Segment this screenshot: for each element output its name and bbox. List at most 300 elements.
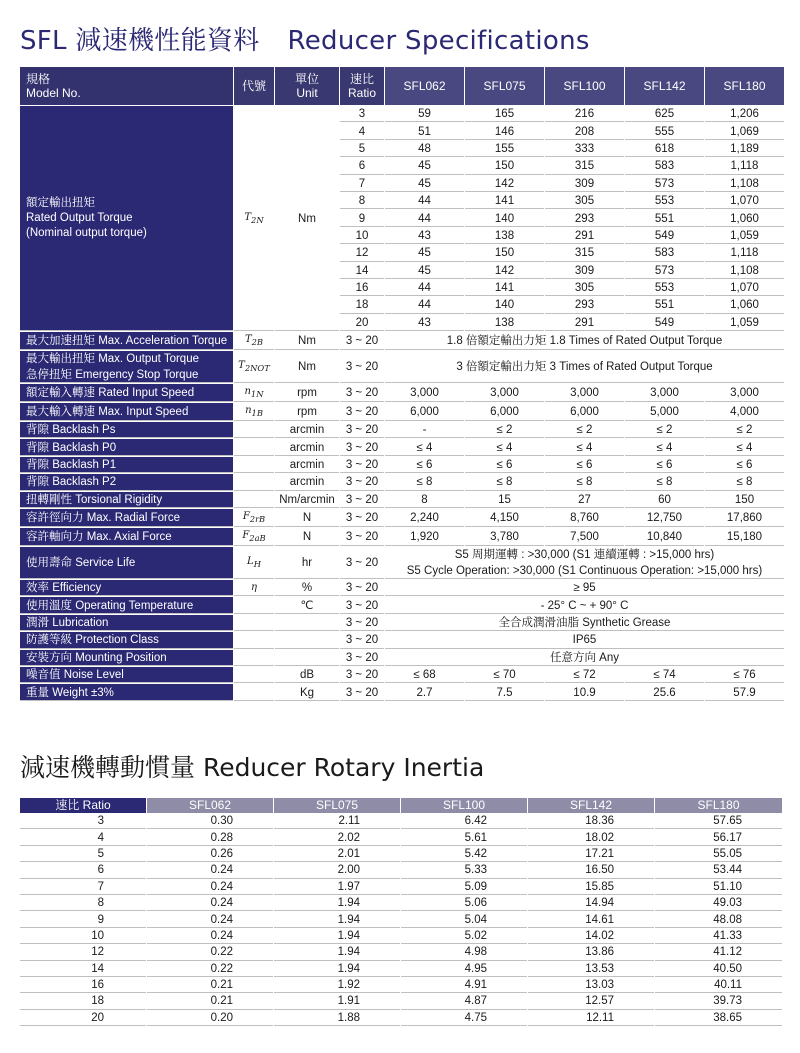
value-cell: 150 (465, 158, 544, 174)
ratio-cell: 3 ~ 20 (340, 351, 384, 383)
param-row (20, 547, 784, 579)
inertia-value-cell: 57.65 (655, 814, 782, 829)
spec-title-en: Reducer Specifications (287, 26, 590, 56)
model-header: SFL075 (465, 67, 544, 105)
unit-cell: Nm (275, 332, 339, 350)
value-cell: 1,059 (705, 228, 784, 244)
value-cell: 309 (545, 176, 624, 192)
model-header: SFL142 (625, 67, 704, 105)
symbol-cell (234, 650, 274, 666)
value-cell: 216 (545, 106, 624, 122)
value-cell: 48 (385, 141, 464, 157)
symbol-cell (234, 457, 274, 473)
value-cell: 553 (625, 280, 704, 296)
merged-value-text: 3 倍額定輸出力矩 3 Times of Rated Output Torque (456, 361, 713, 374)
ratio-cell: 3 ~ 20 (340, 597, 384, 613)
symbol-cell (234, 615, 274, 631)
value-cell: 583 (625, 158, 704, 174)
merged-value-cell (385, 351, 784, 383)
symbol-cell (234, 474, 274, 490)
ratio-cell: 3 ~ 20 (340, 580, 384, 596)
symbol-cell: $L_H$ (234, 547, 274, 579)
value-cell: 573 (625, 263, 704, 279)
inertia-value-cell: 2.11 (274, 814, 400, 829)
inertia-value-cell: 40.11 (655, 978, 782, 993)
ratio-cell: 3 ~ 20 (340, 650, 384, 666)
value-cell: 142 (465, 176, 544, 192)
value-cell: ≤ 72 (545, 667, 624, 683)
torque-row (20, 106, 784, 122)
param-label-text: 使用溫度 Operating Temperature (26, 599, 194, 612)
value-cell: 553 (625, 193, 704, 209)
merged-value-text: IP65 (572, 634, 597, 647)
param-row (20, 528, 784, 546)
ratio-cell: 4 (340, 123, 384, 139)
inertia-value-cell: 1.94 (274, 945, 400, 960)
value-cell: ≤ 8 (545, 474, 624, 490)
param-row (20, 332, 784, 350)
value-cell: 142 (465, 263, 544, 279)
param-label-text: 最大加速扭矩 Max. Acceleration Torque (26, 335, 228, 348)
inertia-value-cell: 5.61 (401, 830, 527, 845)
param-row (20, 650, 784, 666)
merged-value-cell (385, 580, 784, 596)
inertia-value-cell: 12.11 (528, 1011, 654, 1026)
inertia-value-cell: 56.17 (655, 830, 782, 845)
value-cell: 27 (545, 492, 624, 508)
value-cell: 25.6 (625, 684, 704, 700)
ratio-cell: 20 (20, 1011, 146, 1026)
param-row (20, 580, 784, 596)
unit-cell: arcmin (275, 439, 339, 455)
ratio-cell: 10 (340, 228, 384, 244)
ratio-cell: 8 (20, 896, 146, 911)
inertia-value-cell: 0.24 (147, 863, 273, 878)
ratio-cell: 9 (20, 912, 146, 927)
symbol-cell (234, 667, 274, 683)
ratio-cell: 4 (20, 830, 146, 845)
inertia-value-cell: 4.87 (401, 994, 527, 1009)
unit-cell: dB (275, 667, 339, 683)
inertia-value-cell: 1.94 (274, 912, 400, 927)
inertia-value-cell: 5.06 (401, 896, 527, 911)
unit-cell: Kg (275, 684, 339, 700)
param-label-text: 背隙 Backlash P0 (26, 441, 117, 454)
value-cell: 10,840 (625, 528, 704, 546)
inertia-row (20, 863, 782, 878)
value-cell: 551 (625, 210, 704, 226)
value-cell: 7.5 (465, 684, 544, 700)
inertia-value-cell: 13.86 (528, 945, 654, 960)
value-cell: 138 (465, 228, 544, 244)
value-cell: 44 (385, 280, 464, 296)
value-cell: 1,059 (705, 315, 784, 331)
inertia-value-cell: 4.95 (401, 962, 527, 977)
param-row (20, 422, 784, 438)
param-label (20, 615, 233, 631)
inertia-value-cell: 1.92 (274, 978, 400, 993)
value-cell: ≤ 6 (705, 457, 784, 473)
inertia-value-cell: 2.00 (274, 863, 400, 878)
inertia-value-cell: 38.65 (655, 1011, 782, 1026)
value-cell: 43 (385, 315, 464, 331)
inertia-value-cell: 1.94 (274, 929, 400, 944)
ratio-cell: 3 (340, 106, 384, 122)
value-cell: 8 (385, 492, 464, 508)
value-cell: 3,000 (545, 384, 624, 402)
inertia-row (20, 912, 782, 927)
inertia-value-cell: 16.50 (528, 863, 654, 878)
value-cell: 549 (625, 315, 704, 331)
inertia-value-cell: 0.22 (147, 962, 273, 977)
inertia-value-cell: 13.03 (528, 978, 654, 993)
param-label (20, 457, 233, 473)
inertia-value-cell: 1.94 (274, 962, 400, 977)
inertia-row (20, 1011, 782, 1026)
value-cell: ≤ 6 (625, 457, 704, 473)
inertia-value-cell: 51.10 (655, 880, 782, 895)
value-cell: 44 (385, 210, 464, 226)
param-row (20, 439, 784, 455)
inertia-value-cell: 12.57 (528, 994, 654, 1009)
value-cell: 305 (545, 280, 624, 296)
ratio-cell: 3 ~ 20 (340, 439, 384, 455)
value-cell: 140 (465, 210, 544, 226)
param-label (20, 439, 233, 455)
value-cell: 1,108 (705, 263, 784, 279)
value-cell: 1,920 (385, 528, 464, 546)
ratio-cell: 7 (20, 880, 146, 895)
symbol-cell (234, 684, 274, 700)
ratio-cell: 10 (20, 929, 146, 944)
value-cell: 150 (465, 245, 544, 261)
param-row (20, 492, 784, 508)
ratio-cell: 5 (340, 141, 384, 157)
inertia-row (20, 896, 782, 911)
unit-cell: Nm/arcmin (275, 492, 339, 508)
unit-cell: rpm (275, 403, 339, 421)
unit-cell (275, 650, 339, 666)
inertia-value-cell: 49.03 (655, 896, 782, 911)
merged-value-cell (385, 597, 784, 613)
inertia-value-cell: 5.09 (401, 880, 527, 895)
label-line: (Nominal output torque) (26, 227, 147, 240)
inertia-value-cell: 5.04 (401, 912, 527, 927)
value-cell: 555 (625, 123, 704, 139)
inertia-value-cell: 13.53 (528, 962, 654, 977)
unit-cell: rpm (275, 384, 339, 402)
symbol-cell (234, 492, 274, 508)
value-cell: ≤ 8 (385, 474, 464, 490)
symbol-cell: $F_{2rB}$ (234, 509, 274, 527)
spec-title (20, 20, 590, 57)
value-cell: ≤ 2 (465, 422, 544, 438)
value-cell: 549 (625, 228, 704, 244)
param-row (20, 384, 784, 402)
inertia-value-cell: 0.21 (147, 994, 273, 1009)
value-cell: 625 (625, 106, 704, 122)
inertia-header-cell: SFL062 (147, 798, 273, 813)
unit-cell (275, 632, 339, 648)
ratio-cell: 5 (20, 847, 146, 862)
inertia-value-cell: 4.98 (401, 945, 527, 960)
inertia-value-cell: 5.02 (401, 929, 527, 944)
inertia-value-cell: 41.12 (655, 945, 782, 960)
merged-value-text: 全合成潤滑油脂 Synthetic Grease (498, 617, 671, 629)
inertia-value-cell: 0.24 (147, 896, 273, 911)
value-cell: 618 (625, 141, 704, 157)
ratio-cell: 14 (20, 962, 146, 977)
ratio-cell: 3 ~ 20 (340, 547, 384, 579)
value-cell: 3,000 (465, 384, 544, 402)
param-label (20, 351, 233, 383)
inertia-value-cell: 0.24 (147, 929, 273, 944)
param-label-text: 背隙 Backlash P2 (26, 476, 117, 489)
inertia-row (20, 880, 782, 895)
value-cell: 6,000 (465, 403, 544, 421)
param-row (20, 667, 784, 683)
value-cell: ≤ 76 (705, 667, 784, 683)
ratio-cell: 16 (340, 280, 384, 296)
param-label (20, 509, 233, 527)
value-cell: 44 (385, 193, 464, 209)
param-label-text: 安裝方向 Mounting Position (26, 651, 167, 664)
inertia-value-cell: 15.85 (528, 880, 654, 895)
value-cell: ≤ 4 (705, 439, 784, 455)
inertia-row (20, 945, 782, 960)
value-cell: 1,070 (705, 280, 784, 296)
value-cell: 208 (545, 123, 624, 139)
param-label-text: 效率 Efficiency (26, 582, 102, 595)
symbol-cell: $T_{2NOT}$ (234, 351, 274, 383)
ratio-cell: 16 (20, 978, 146, 993)
code-header: 代號 (234, 67, 274, 105)
unit-cell: hr (275, 547, 339, 579)
unit-cell: N (275, 509, 339, 527)
param-label-text: 重量 Weight ±3% (26, 686, 114, 699)
unit-cell: N (275, 528, 339, 546)
value-cell: 45 (385, 245, 464, 261)
value-cell: 1,189 (705, 141, 784, 157)
inertia-value-cell: 41.33 (655, 929, 782, 944)
value-cell: ≤ 6 (385, 457, 464, 473)
inertia-row (20, 814, 782, 829)
symbol-cell (234, 422, 274, 438)
ratio-cell: 3 ~ 20 (340, 332, 384, 350)
value-cell: 146 (465, 123, 544, 139)
value-cell: 291 (545, 228, 624, 244)
label-line: Rated Output Torque (26, 212, 133, 225)
inertia-table (19, 797, 783, 1027)
ratio-cell: 3 ~ 20 (340, 384, 384, 402)
value-cell: 293 (545, 297, 624, 313)
merged-value-text: S5 周期運轉 : >30,000 (S1 連續運轉 : >15,000 hrs) (454, 549, 715, 562)
unit-cell: Nm (275, 351, 339, 383)
inertia-value-cell: 0.21 (147, 978, 273, 993)
inertia-header-cell: SFL142 (528, 798, 654, 813)
param-label (20, 580, 233, 596)
value-cell: 45 (385, 176, 464, 192)
value-cell: 141 (465, 280, 544, 296)
param-label (20, 403, 233, 421)
unit-cell: arcmin (275, 457, 339, 473)
inertia-value-cell: 6.42 (401, 814, 527, 829)
ratio-cell: 12 (20, 945, 146, 960)
inertia-value-cell: 1.97 (274, 880, 400, 895)
inertia-value-cell: 39.73 (655, 994, 782, 1009)
inertia-value-cell: 17.21 (528, 847, 654, 862)
param-row (20, 632, 784, 648)
merged-value-cell (385, 547, 784, 579)
rated-output-torque-label (20, 106, 233, 331)
value-cell: ≤ 8 (465, 474, 544, 490)
merged-value-text: 1.8 倍額定輸出力矩 1.8 Times of Rated Output Torque (446, 335, 723, 348)
inertia-row (20, 830, 782, 845)
inertia-header-row (20, 798, 782, 813)
inertia-value-cell: 0.28 (147, 830, 273, 845)
inertia-value-cell: 0.24 (147, 912, 273, 927)
value-cell: 150 (705, 492, 784, 508)
inertia-value-cell: 18.36 (528, 814, 654, 829)
ratio-cell: 12 (340, 245, 384, 261)
model-no-header: 規格 Model No. (20, 67, 233, 105)
merged-value-text: - 25° C ~ + 90° C (540, 599, 629, 612)
value-cell: 1,069 (705, 123, 784, 139)
value-cell: 141 (465, 193, 544, 209)
value-cell: ≤ 4 (385, 439, 464, 455)
value-cell: 1,118 (705, 245, 784, 261)
value-cell: 551 (625, 297, 704, 313)
param-label (20, 492, 233, 508)
inertia-value-cell: 14.61 (528, 912, 654, 927)
ratio-cell: 6 (340, 158, 384, 174)
symbol-cell: η (234, 580, 274, 596)
ratio-cell: 3 ~ 20 (340, 509, 384, 527)
value-cell: 7,500 (545, 528, 624, 546)
symbol-cell: $T_{2N}$ (234, 106, 274, 331)
param-label (20, 650, 233, 666)
value-cell: 573 (625, 176, 704, 192)
merged-value-text: 任意方向 Any (549, 651, 619, 664)
param-label-text: 容許徑向力 Max. Radial Force (26, 512, 181, 525)
unit-cell: arcmin (275, 474, 339, 490)
inertia-row (20, 929, 782, 944)
param-label (20, 384, 233, 402)
value-cell: 333 (545, 141, 624, 157)
value-cell: 1,070 (705, 193, 784, 209)
param-label (20, 422, 233, 438)
value-cell: ≤ 6 (545, 457, 624, 473)
ratio-cell: 3 ~ 20 (340, 632, 384, 648)
value-cell: 2,240 (385, 509, 464, 527)
param-label (20, 474, 233, 490)
inertia-value-cell: 40.50 (655, 962, 782, 977)
ratio-cell: 3 ~ 20 (340, 474, 384, 490)
value-cell: 4,150 (465, 509, 544, 527)
value-cell: 315 (545, 245, 624, 261)
param-label (20, 528, 233, 546)
value-cell: ≤ 2 (705, 422, 784, 438)
model-header: SFL100 (545, 67, 624, 105)
inertia-value-cell: 1.94 (274, 896, 400, 911)
value-cell: 138 (465, 315, 544, 331)
symbol-cell: $n_{1B}$ (234, 403, 274, 421)
param-label-text: 潤滑 Lubrication (26, 617, 109, 629)
ratio-cell: 3 ~ 20 (340, 528, 384, 546)
inertia-value-cell: 14.94 (528, 896, 654, 911)
unit-cell: Nm (275, 106, 339, 331)
value-cell: ≤ 6 (465, 457, 544, 473)
value-cell: 10.9 (545, 684, 624, 700)
inertia-header-cell: SFL180 (655, 798, 782, 813)
ratio-cell: 3 ~ 20 (340, 457, 384, 473)
value-cell: 583 (625, 245, 704, 261)
inertia-value-cell: 4.75 (401, 1011, 527, 1026)
symbol-cell: $F_{2aB}$ (234, 528, 274, 546)
inertia-header-cell: 速比 Ratio (20, 798, 146, 813)
ratio-cell: 3 ~ 20 (340, 422, 384, 438)
ratio-cell: 20 (340, 315, 384, 331)
inertia-value-cell: 1.91 (274, 994, 400, 1009)
value-cell: 3,000 (705, 384, 784, 402)
param-label-text: 最大輸入轉速 Max. Input Speed (26, 406, 189, 419)
inertia-value-cell: 2.02 (274, 830, 400, 845)
value-cell: 3,780 (465, 528, 544, 546)
merged-value-cell (385, 332, 784, 350)
value-cell: 17,860 (705, 509, 784, 527)
value-cell: 165 (465, 106, 544, 122)
ratio-cell: 18 (20, 994, 146, 1009)
inertia-value-cell: 55.05 (655, 847, 782, 862)
value-cell: 12,750 (625, 509, 704, 527)
param-label (20, 684, 233, 700)
label-line: 額定輸出扭矩 (26, 197, 95, 210)
param-label (20, 597, 233, 613)
inertia-value-cell: 53.44 (655, 863, 782, 878)
inertia-value-cell: 18.02 (528, 830, 654, 845)
ratio-cell: 9 (340, 210, 384, 226)
symbol-cell: $n_{1N}$ (234, 384, 274, 402)
value-cell: - (385, 422, 464, 438)
value-cell: 1,118 (705, 158, 784, 174)
value-cell: ≤ 4 (465, 439, 544, 455)
param-row (20, 509, 784, 527)
inertia-row (20, 994, 782, 1009)
ratio-cell: 14 (340, 263, 384, 279)
param-label-text: 防護等級 Protection Class (26, 634, 159, 647)
inertia-header-cell: SFL075 (274, 798, 400, 813)
value-cell: ≤ 2 (625, 422, 704, 438)
merged-value-text: ≥ 95 (573, 582, 596, 595)
value-cell: 57.9 (705, 684, 784, 700)
inertia-row (20, 847, 782, 862)
param-label-text: 使用壽命 Service Life (26, 557, 136, 570)
value-cell: 59 (385, 106, 464, 122)
param-row (20, 403, 784, 421)
param-label-text: 扭轉剛性 Torsional Rigidity (26, 493, 163, 506)
inertia-value-cell: 0.22 (147, 945, 273, 960)
value-cell: 43 (385, 228, 464, 244)
param-label-text: 急停扭矩 Emergency Stop Torque (26, 369, 199, 382)
unit-cell: % (275, 580, 339, 596)
value-cell: 293 (545, 210, 624, 226)
param-label-text: 容許軸向力 Max. Axial Force (26, 531, 172, 544)
value-cell: 60 (625, 492, 704, 508)
spec-table (19, 66, 785, 702)
value-cell: ≤ 8 (705, 474, 784, 490)
param-label-text: 最大輸出扭矩 Max. Output Torque (26, 353, 199, 366)
symbol-cell: $T_{2B}$ (234, 332, 274, 350)
